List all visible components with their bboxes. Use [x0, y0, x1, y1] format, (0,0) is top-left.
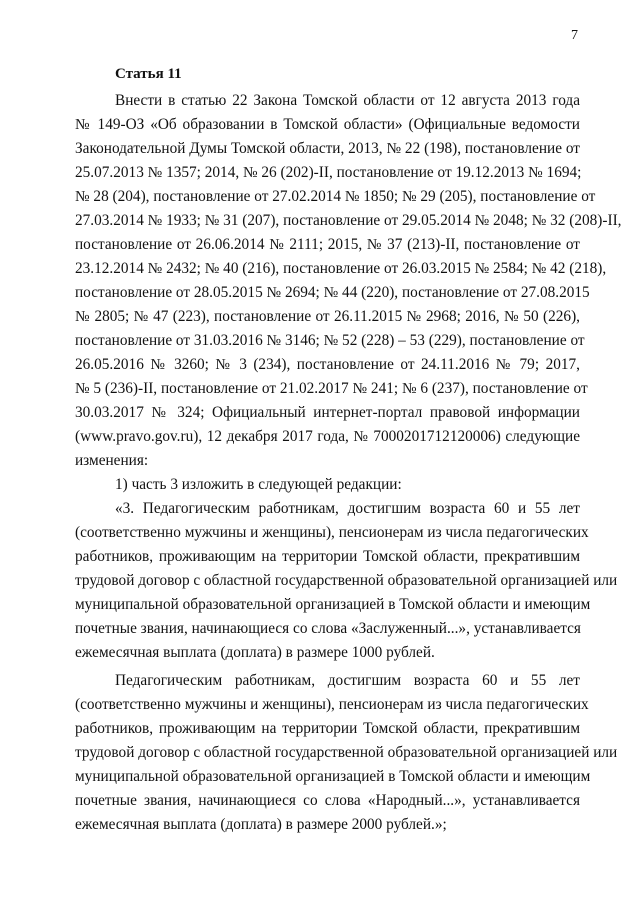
text-line: постановление от 26.06.2014 № 2111; 2015, № 37 (213)-II, постановление от — [75, 236, 580, 253]
text-line: 25.07.2013 № 1357; 2014, № 26 (202)-II, постановление от 19.12.2013 № 1694; — [75, 164, 582, 181]
article-title: Статья 11 — [115, 66, 182, 82]
text-line: 30.03.2017 № 324; Официальный интернет-портал правовой информации — [75, 404, 580, 421]
text-line: постановление от 28.05.2015 № 2694; № 44 (220), постановление от 27.08.2015 — [75, 284, 590, 301]
text-line: 26.05.2016 № 3260; № 3 (234), постановление от 24.11.2016 № 79; 2017, — [75, 356, 580, 373]
text-line: (соответственно мужчины и женщины), пенсионерам из числа педагогических — [75, 524, 589, 541]
text-line: постановление от 31.03.2016 № 3146; № 52 (228) – 53 (229), постановление от — [75, 332, 585, 349]
text-line: 27.03.2014 № 1933; № 31 (207), постановление от 29.05.2014 № 2048; № 32 (208)-II, — [75, 212, 622, 229]
text-line: ежемесячная выплата (доплата) в размере 2000 рублей.»; — [75, 816, 447, 833]
text-line: (www.pravo.gov.ru), 12 декабря 2017 года, № 7000201712120006) следующие — [75, 428, 580, 445]
text-line: муниципальной образовательной организацией в Томской области и имеющим — [75, 768, 591, 785]
text-line: муниципальной образовательной организацией в Томской области и имеющим — [75, 596, 591, 613]
text-line: «3. Педагогическим работникам, достигшим возраста 60 и 55 лет — [115, 500, 580, 517]
text-line: Внести в статью 22 Закона Томской области от 12 августа 2013 года — [115, 92, 580, 109]
text-line: № 5 (236)-II, постановление от 21.02.2017 № 241; № 6 (237), постановление от — [75, 380, 588, 397]
page-number: 7 — [571, 28, 578, 43]
text-line: работников, проживающим на территории Томской области, прекратившим — [75, 548, 580, 565]
text-line: почетные звания, начинающиеся со слова «Заслуженный...», устанавливается — [75, 620, 581, 637]
text-line: Педагогическим работникам, достигшим возраста 60 и 55 лет — [115, 672, 580, 689]
text-line: № 28 (204), постановление от 27.02.2014 № 1850; № 29 (205), постановление от — [75, 188, 596, 205]
text-line: № 2805; № 47 (223), постановление от 26.11.2015 № 2968; 2016, № 50 (226), — [75, 308, 580, 325]
text-line: 23.12.2014 № 2432; № 40 (216), постановление от 26.03.2015 № 2584; № 42 (218), — [75, 260, 607, 277]
text-line: изменения: — [75, 452, 149, 469]
text-line: трудовой договор с областной государственной образовательной организацией или — [75, 572, 618, 589]
text-line: работников, проживающим на территории Томской области, прекратившим — [75, 720, 580, 737]
list-item: 1) часть 3 изложить в следующей редакции: — [115, 476, 402, 493]
text-line: Законодательной Думы Томской области, 2013, № 22 (198), постановление от — [75, 140, 580, 157]
text-line: ежемесячная выплата (доплата) в размере 1000 рублей. — [75, 644, 435, 661]
text-line: трудовой договор с областной государственной образовательной организацией или — [75, 744, 618, 761]
text-line: № 149-ОЗ «Об образовании в Томской области» (Официальные ведомости — [75, 116, 580, 133]
text-line: (соответственно мужчины и женщины), пенсионерам из числа педагогических — [75, 696, 589, 713]
text-line: почетные звания, начинающиеся со слова «Народный...», устанавливается — [75, 792, 580, 809]
